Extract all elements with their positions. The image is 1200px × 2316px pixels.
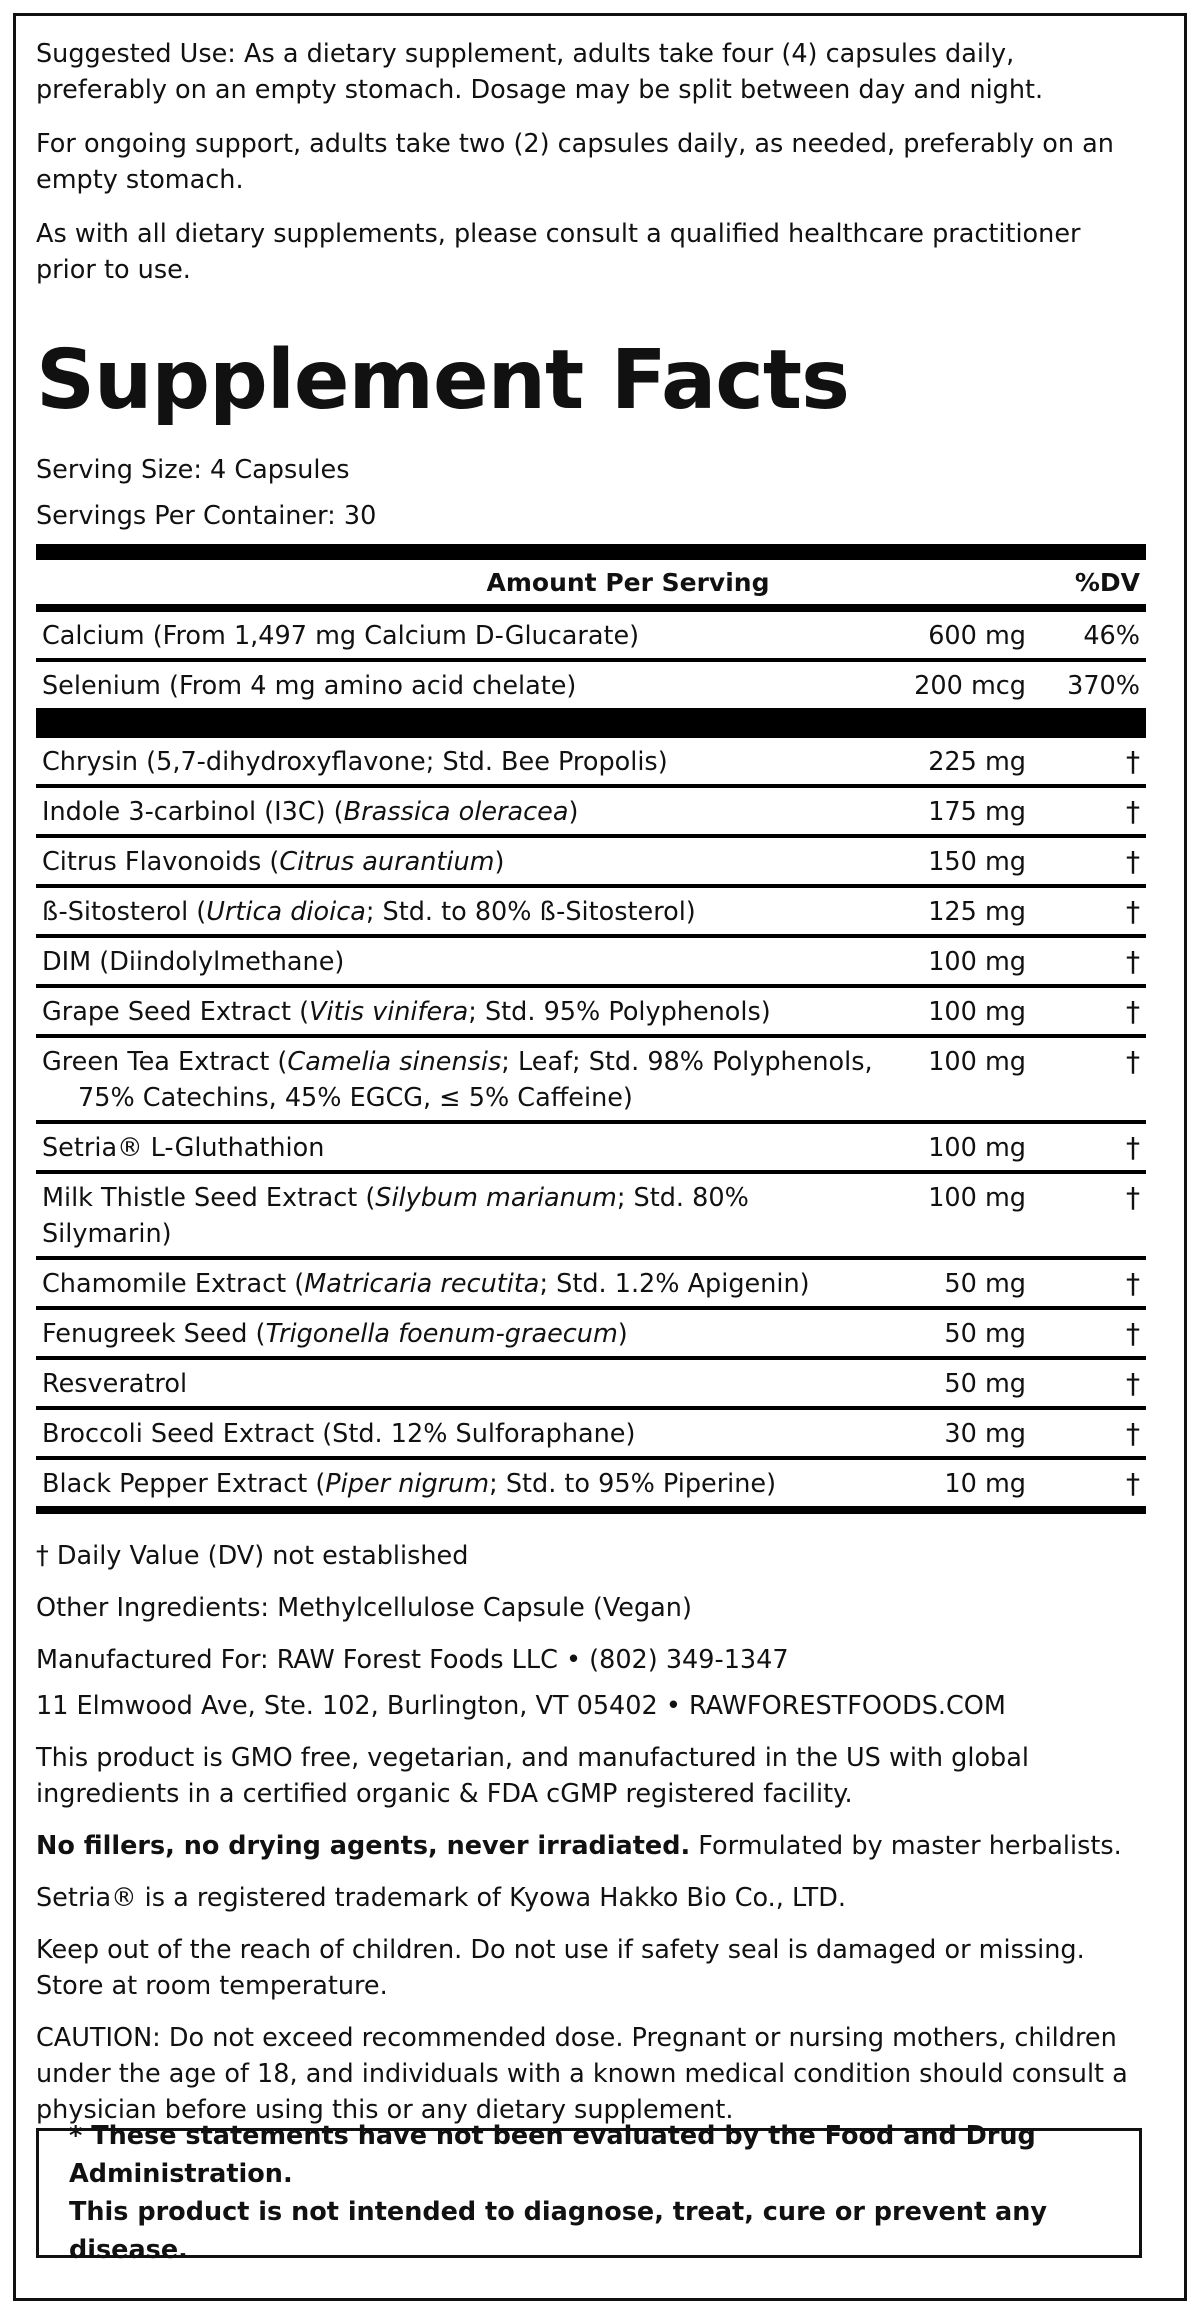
- consult-text: As with all dietary supplements, please consult a qualified healthcare practitioner prior to use.: [36, 219, 1081, 285]
- facts-bottom-bar: [36, 1506, 1146, 1514]
- ingredient-dv: †: [1126, 845, 1140, 878]
- suggested-use-text: Suggested Use: As a dietary supplement, adults take four (4) capsules daily, preferably on an empty stomach. Dosage may be split between day and night.: [36, 39, 1044, 105]
- nutrient-dv: 370%: [1067, 671, 1140, 701]
- ingredient-name-suffix: ): [494, 847, 505, 877]
- ingredient-name: [36, 1466, 886, 1502]
- ingredient-name: [36, 994, 886, 1030]
- nutrient-name: Calcium (From 1,497 mg Calcium D-Glucarate): [42, 621, 640, 651]
- header-bar: [36, 604, 1146, 612]
- ingredient-row: [36, 1310, 1146, 1356]
- ingredient-amount: 150 mg: [928, 847, 1026, 877]
- dv-header: %DV: [1074, 567, 1140, 597]
- nutrient-amount: 600 mg: [928, 621, 1026, 651]
- ingredient-row: [36, 888, 1146, 934]
- address: 11 Elmwood Ave, Ste. 102, Burlington, VT 05402 • RAWFORESTFOODS.COM: [36, 1691, 1006, 1721]
- dagger-note: † Daily Value (DV) not established: [36, 1541, 469, 1571]
- manufactured-for: Manufactured For: RAW Forest Foods LLC • (802) 349-1347: [36, 1645, 789, 1675]
- ingredient-dv: †: [1126, 1417, 1140, 1450]
- ongoing-support-text: For ongoing support, adults take two (2) capsules daily, as needed, preferably on an empty stomach.: [36, 129, 1114, 195]
- ingredient-name-text: Fenugreek Seed (: [42, 1319, 266, 1349]
- ingredient-name: [36, 894, 886, 930]
- nutrient-dv: 46%: [1083, 621, 1140, 651]
- ingredient-name-text: Grape Seed Extract (: [42, 997, 310, 1027]
- ingredient-name: [36, 744, 886, 780]
- ingredient-botanical-name: Piper nigrum: [325, 1469, 490, 1499]
- ingredient-amount: 50 mg: [944, 1369, 1026, 1399]
- ingredient-name: [36, 1416, 886, 1452]
- ingredient-botanical-name: Urtica dioica: [206, 897, 366, 927]
- other-ingredients: Other Ingredients: Methylcellulose Capsule (Vegan): [36, 1593, 692, 1623]
- ingredient-amount: 100 mg: [928, 1133, 1026, 1163]
- ingredient-name-suffix: ; Std. to 80% ß-Sitosterol): [365, 897, 696, 927]
- ingredient-botanical-name: Camelia sinensis: [287, 1047, 502, 1077]
- no-fillers-statement: [36, 1828, 1146, 1864]
- ingredient-dv: †: [1126, 795, 1140, 828]
- ingredient-name: [36, 1130, 886, 1166]
- ingredient-amount: 50 mg: [944, 1319, 1026, 1349]
- ingredient-botanical-name: Silybum marianum: [375, 1183, 617, 1213]
- ingredient-amount: 225 mg: [928, 747, 1026, 777]
- ingredient-dv: †: [1126, 745, 1140, 778]
- ingredient-row: [36, 1124, 1146, 1170]
- ingredient-name-line2: 75% Catechins, 45% EGCG, ≤ 5% Caffeine): [78, 1083, 633, 1113]
- storage-statement: Keep out of the reach of children. Do not use if safety seal is damaged or missing. Store at room temperature.: [36, 1935, 1085, 2001]
- ingredient-dv: †: [1126, 945, 1140, 978]
- ingredient-row: [36, 1174, 1146, 1256]
- ingredient-botanical-name: Vitis vinifera: [309, 997, 469, 1027]
- ingredient-name: [36, 1366, 886, 1402]
- ingredient-name-text: Setria® L-Gluthathion: [42, 1133, 325, 1163]
- ingredient-name-text: Chrysin (5,7-dihydroxyflavone; Std. Bee Propolis): [42, 747, 668, 777]
- ingredient-row: [36, 1260, 1146, 1306]
- fda-disclaimer-line-1: * These statements have not been evaluated by the Food and Drug Administration.: [69, 2121, 1036, 2189]
- ingredient-name: [36, 1044, 886, 1116]
- dv-rows: [36, 612, 1146, 708]
- ingredient-botanical-name: Matricaria recutita: [304, 1269, 540, 1299]
- fda-disclaimer-line-2: This product is not intended to diagnose, treat, cure or prevent any disease.: [69, 2197, 1048, 2265]
- ingredient-botanical-name: Citrus aurantium: [279, 847, 495, 877]
- ingredient-name: [36, 794, 886, 830]
- ingredient-row: [36, 838, 1146, 884]
- ingredient-name-suffix: ): [617, 1319, 628, 1349]
- ingredient-amount: 30 mg: [944, 1419, 1026, 1449]
- ingredient-amount: 100 mg: [928, 947, 1026, 977]
- ingredient-rows: [36, 738, 1146, 1506]
- ingredient-dv: †: [1126, 1467, 1140, 1500]
- ingredient-dv: †: [1126, 995, 1140, 1028]
- ingredient-row: [36, 1038, 1146, 1120]
- ingredient-dv: †: [1126, 1181, 1140, 1214]
- ingredient-row: [36, 988, 1146, 1034]
- ingredient-amount: 175 mg: [928, 797, 1026, 827]
- ingredient-name-text: Broccoli Seed Extract (Std. 12% Sulforaphane): [42, 1419, 636, 1449]
- ingredient-dv: †: [1126, 1045, 1140, 1078]
- label-footer: [36, 1538, 1146, 2128]
- ingredient-name-text: ß-Sitosterol (: [42, 897, 207, 927]
- ingredient-amount: 100 mg: [928, 1047, 1026, 1077]
- ingredient-name: [36, 1180, 886, 1252]
- fda-disclaimer-text: [69, 2117, 1139, 2269]
- no-fillers-rest: Formulated by master herbalists.: [690, 1831, 1122, 1861]
- ingredient-name-text: Citrus Flavonoids (: [42, 847, 280, 877]
- ingredient-name-suffix: ; Leaf; Std. 98% Polyphenols,: [501, 1047, 873, 1077]
- ingredient-dv: †: [1126, 1367, 1140, 1400]
- dv-nutrient-row: [36, 612, 1146, 658]
- ingredient-row: [36, 738, 1146, 784]
- ingredient-name-suffix: ; Std. 1.2% Apigenin): [539, 1269, 810, 1299]
- ingredient-dv: †: [1126, 1317, 1140, 1350]
- ingredient-amount: 10 mg: [944, 1469, 1026, 1499]
- ingredient-dv: †: [1126, 1267, 1140, 1300]
- serving-size: Serving Size: 4 Capsules: [36, 455, 350, 485]
- ingredient-amount: 125 mg: [928, 897, 1026, 927]
- no-fillers-bold: No fillers, no drying agents, never irradiated.: [36, 1831, 691, 1861]
- ingredient-name-suffix: ; Std. 95% Polyphenols): [468, 997, 771, 1027]
- ingredient-amount: 50 mg: [944, 1269, 1026, 1299]
- nutrient-name: Selenium (From 4 mg amino acid chelate): [42, 671, 577, 701]
- ingredient-row: [36, 1410, 1146, 1456]
- ingredient-name-suffix: ): [568, 797, 579, 827]
- facts-top-bar: [36, 544, 1146, 560]
- nutrient-amount: 200 mcg: [914, 671, 1026, 701]
- ingredient-amount: 100 mg: [928, 1183, 1026, 1213]
- ingredient-name-text: Milk Thistle Seed Extract (: [42, 1183, 376, 1213]
- ingredient-name-text: Resveratrol: [42, 1369, 188, 1399]
- ingredient-name-text: Green Tea Extract (: [42, 1047, 288, 1077]
- ingredient-name-suffix: ; Std. to 95% Piperine): [489, 1469, 777, 1499]
- ingredient-dv: †: [1126, 1131, 1140, 1164]
- ingredient-amount: 100 mg: [928, 997, 1026, 1027]
- ingredient-name: [36, 844, 886, 880]
- ingredient-row: [36, 1360, 1146, 1406]
- servings-per-container: Servings Per Container: 30: [36, 501, 377, 531]
- facts-header: [36, 560, 1146, 604]
- ingredient-name-suffix: ; Std. 80% Silymarin): [42, 1183, 749, 1249]
- amount-per-serving-header: Amount Per Serving: [486, 567, 770, 597]
- ingredient-botanical-name: Trigonella foenum-graecum: [265, 1319, 618, 1349]
- caution-statement: CAUTION: Do not exceed recommended dose. Pregnant or nursing mothers, children under the age of 18, and individuals with a known medical condition should consult a physician before using this or any dietary supplement.: [36, 2023, 1128, 2125]
- trademark-statement: Setria® is a registered trademark of Kyowa Hakko Bio Co., LTD.: [36, 1883, 846, 1913]
- ingredient-row: [36, 1460, 1146, 1506]
- ingredient-name: [36, 1266, 886, 1302]
- ingredient-name-text: DIM (Diindolylmethane): [42, 947, 345, 977]
- ingredient-name-text: Chamomile Extract (: [42, 1269, 305, 1299]
- ingredient-row: [36, 788, 1146, 834]
- fda-disclaimer-box: [36, 2121, 1142, 2265]
- ingredient-name-text: Black Pepper Extract (: [42, 1469, 326, 1499]
- ingredient-row: [36, 938, 1146, 984]
- label-content: [36, 36, 1146, 2144]
- ingredient-dv: †: [1126, 895, 1140, 928]
- section-divider-bar: [36, 708, 1146, 738]
- ingredient-botanical-name: Brassica oleracea: [343, 797, 569, 827]
- dv-nutrient-row: [36, 662, 1146, 708]
- ingredient-name: [36, 944, 886, 980]
- ingredient-name: [36, 1316, 886, 1352]
- supplement-facts-title: Supplement Facts: [36, 333, 849, 428]
- gmo-statement: This product is GMO free, vegetarian, and manufactured in the US with global ingredients in a certified organic & FDA cGMP registered facility.: [36, 1743, 1029, 1809]
- ingredient-name-text: Indole 3-carbinol (I3C) (: [42, 797, 344, 827]
